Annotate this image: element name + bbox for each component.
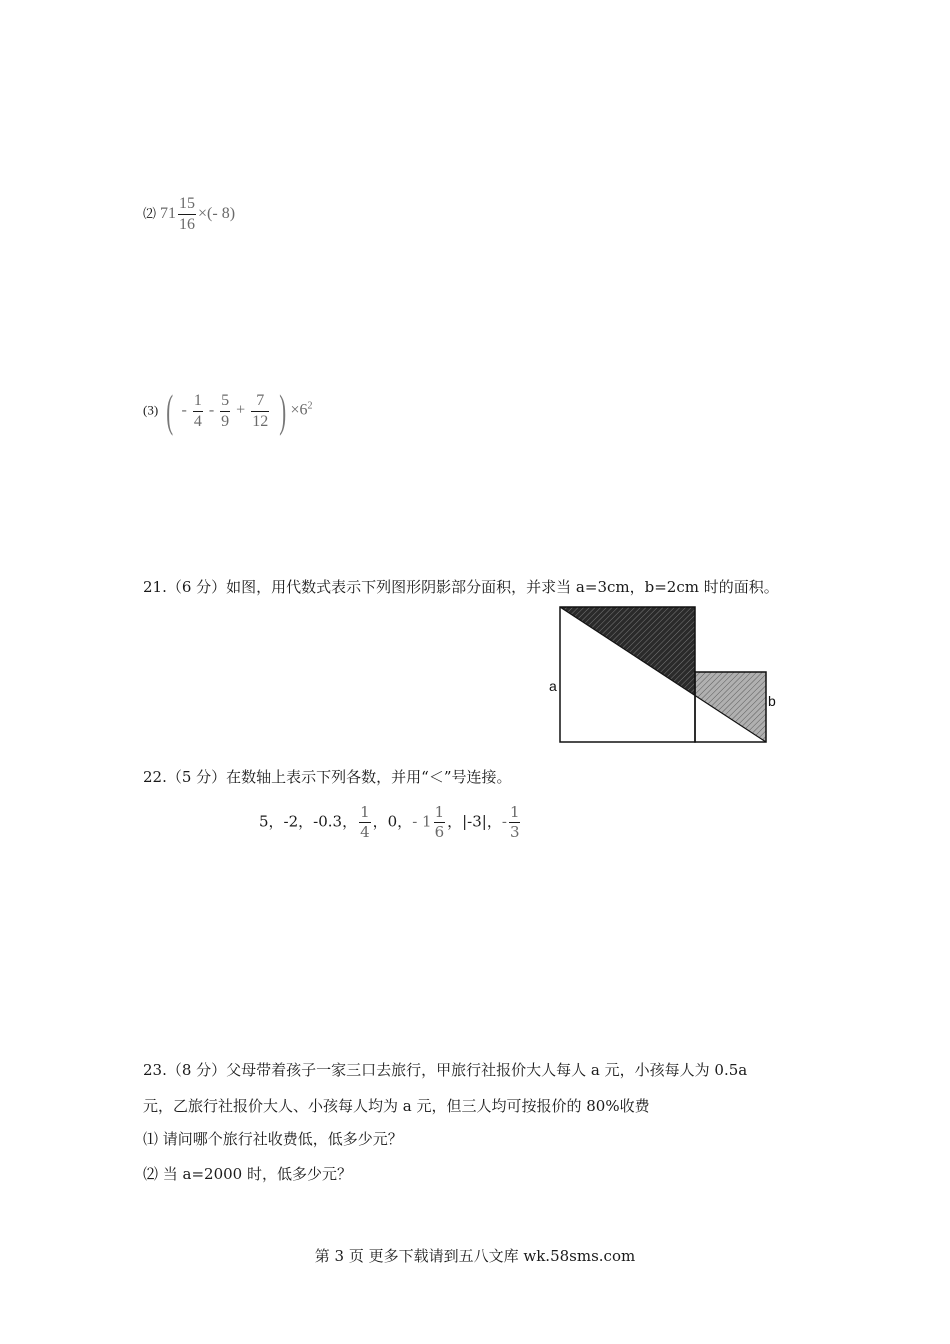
label-a: a [549,678,557,694]
fraction-numerator: 5 [221,391,230,409]
fraction-5-9 [220,393,230,430]
mixed-number-whole: 71 [160,205,177,223]
numbers-abs: ，|-3|， [447,812,502,831]
fraction-1-4 [193,393,203,430]
fraction-7-12 [251,393,269,430]
fraction-denominator: 16 [179,216,196,233]
fraction-numerator: 1 [434,803,445,821]
fraction-denominator: 9 [221,412,230,430]
numbers-mid: ，0， [372,812,413,831]
fraction-numerator: 1 [360,803,370,821]
fraction-15-16 [178,196,196,233]
fraction-denominator: 12 [252,412,269,430]
mixed-number-prefix: - 1 [412,812,432,831]
fraction-1-6 [434,805,446,840]
fraction-numerator: 1 [193,391,202,409]
fraction-denominator: 6 [434,823,445,841]
fraction-1-3 [509,805,521,840]
shaded-area-figure [540,600,780,750]
page-footer: 第 3 页 更多下载请到五八文库 wk.58sms.com [314,1247,636,1265]
problem-2-label: ⑵ [143,206,157,222]
term1-sign: - [181,401,187,419]
question-23-line2: 元，乙旅行社报价大人、小孩每人均为 a 元，但三人均可按报价的 80%收费 [143,1097,650,1115]
fraction-1-4 [359,805,371,840]
question-23-sub2: ⑵ 当 a=2000 时，低多少元？ [143,1165,352,1183]
fraction-numerator: 15 [179,195,196,212]
problem-3-label: (3) [143,402,159,418]
problem-2-rest: ×(- 8) [198,205,236,223]
negative-sign: - [501,812,507,831]
fraction-numerator: 1 [509,803,520,821]
right-paren: ) [279,385,287,436]
light-shaded-region [695,672,766,742]
fraction-denominator: 4 [360,823,370,841]
question-22-text: 22.（5 分）在数轴上表示下列各数，并用“＜”号连接。 [143,768,512,786]
exponent: 2 [307,400,313,412]
fraction-numerator: 7 [256,391,265,409]
problem-3 [143,385,313,436]
left-paren: ( [166,385,174,436]
fraction-denominator: 3 [509,823,520,841]
label-b: b [768,693,776,709]
number-list [259,805,522,840]
question-23-line1: 23.（8 分）父母带着孩子一家三口去旅行，甲旅行社报价大人每人 a 元，小孩每人为 0.5a [143,1061,748,1079]
term2-sign: - [208,401,215,419]
numbers-start: 5，-2，-0.3， [259,812,358,831]
times-six: ×6 [290,401,308,419]
problem-2 [143,196,235,233]
term3-sign: + [236,401,246,419]
fraction-denominator: 4 [193,412,202,430]
question-23-sub1: ⑴ 请问哪个旅行社收费低，低多少元？ [143,1130,403,1148]
question-21-text: 21.（6 分）如图，用代数式表示下列图形阴影部分面积，并求当 a=3cm，b=2cm 时的面积。 [143,578,779,596]
